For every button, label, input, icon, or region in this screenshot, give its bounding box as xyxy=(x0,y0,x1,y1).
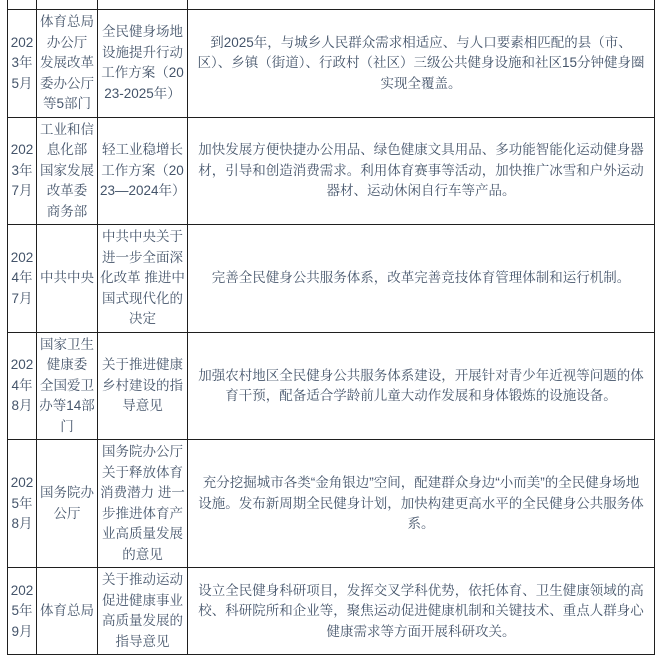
table-row xyxy=(8,117,655,225)
date-cell: 2023年7月 xyxy=(8,117,37,225)
content-cell xyxy=(188,0,655,10)
date-cell: 2025年8月 xyxy=(8,440,37,568)
title-cell: 关于推进健康乡村建设的指导意见 xyxy=(98,332,188,440)
date-cell: 2025年9月 xyxy=(8,568,37,655)
table-row xyxy=(8,568,655,655)
issuer-cell: 中共中央 xyxy=(37,225,98,333)
content-cell: 设立全民健身科研项目，发挥交叉学科优势，依托体育、卫生健康领域的高校、科研院所和企业等，聚焦运动促进健康机制和关键技术、重点人群身心健康需求等方面开展科研攻关。 xyxy=(188,568,655,655)
issuer-cell: 体育总局 xyxy=(37,568,98,655)
table-row xyxy=(8,10,655,118)
title-cell: 国务院办公厅关于释放体育消费潜力 进一步推进体育产业高质量发展的意见 xyxy=(98,440,188,568)
table-row xyxy=(8,440,655,568)
title-cell: 轻工业稳增长工作方案（2023—2024年） xyxy=(98,117,188,225)
date-cell: 2024年7月 xyxy=(8,225,37,333)
content-cell: 充分挖掘城市各类“金角银边”空间，配建群众身边“小而美”的全民健身场地设施。发布新周期全民健身计划，加快构建更高水平的全民健身公共服务体系。 xyxy=(188,440,655,568)
policy-table xyxy=(7,0,655,655)
content-cell: 加快发展方便快捷办公用品、绿色健康文具用品、多功能智能化运动健身器材，引导和创造消费需求。利用体育赛事等活动，加快推广冰雪和户外运动器材、运动休闲自行车等产品。 xyxy=(188,117,655,225)
title-cell: 中共中央关于进一步全面深化改革 推进中国式现代化的决定 xyxy=(98,225,188,333)
table-row xyxy=(8,332,655,440)
table-row xyxy=(8,225,655,333)
date-cell xyxy=(8,0,37,10)
date-cell: 2024年8月 xyxy=(8,332,37,440)
issuer-cell: 体育总局办公厅 发展改革委办公厅等5部门 xyxy=(37,10,98,118)
date-cell: 2023年5月 xyxy=(8,10,37,118)
content-cell: 到2025年，与城乡人民群众需求相适应、与人口要素相匹配的县（市、区）、乡镇（街道）、行政村（社区）三级公共健身设施和社区15分钟健身圈实现全覆盖。 xyxy=(188,10,655,118)
issuer-cell xyxy=(37,0,98,10)
content-cell: 加强农村地区全民健身公共服务体系建设，开展针对青少年近视等问题的体育干预，配备适合学龄前儿童大动作发展和身体锻炼的设施设备。 xyxy=(188,332,655,440)
title-cell: 全民健身场地设施提升行动工作方案（2023-2025年） xyxy=(98,10,188,118)
issuer-cell: 工业和信息化部 国家发展改革委 商务部 xyxy=(37,117,98,225)
title-cell: 关于推动运动促进健康事业高质量发展的指导意见 xyxy=(98,568,188,655)
content-cell: 完善全民健身公共服务体系，改革完善竞技体育管理体制和运行机制。 xyxy=(188,225,655,333)
title-cell xyxy=(98,0,188,10)
issuer-cell: 国家卫生健康委 全国爱卫办等14部门 xyxy=(37,332,98,440)
issuer-cell: 国务院办公厅 xyxy=(37,440,98,568)
table-row-partial xyxy=(8,0,655,10)
